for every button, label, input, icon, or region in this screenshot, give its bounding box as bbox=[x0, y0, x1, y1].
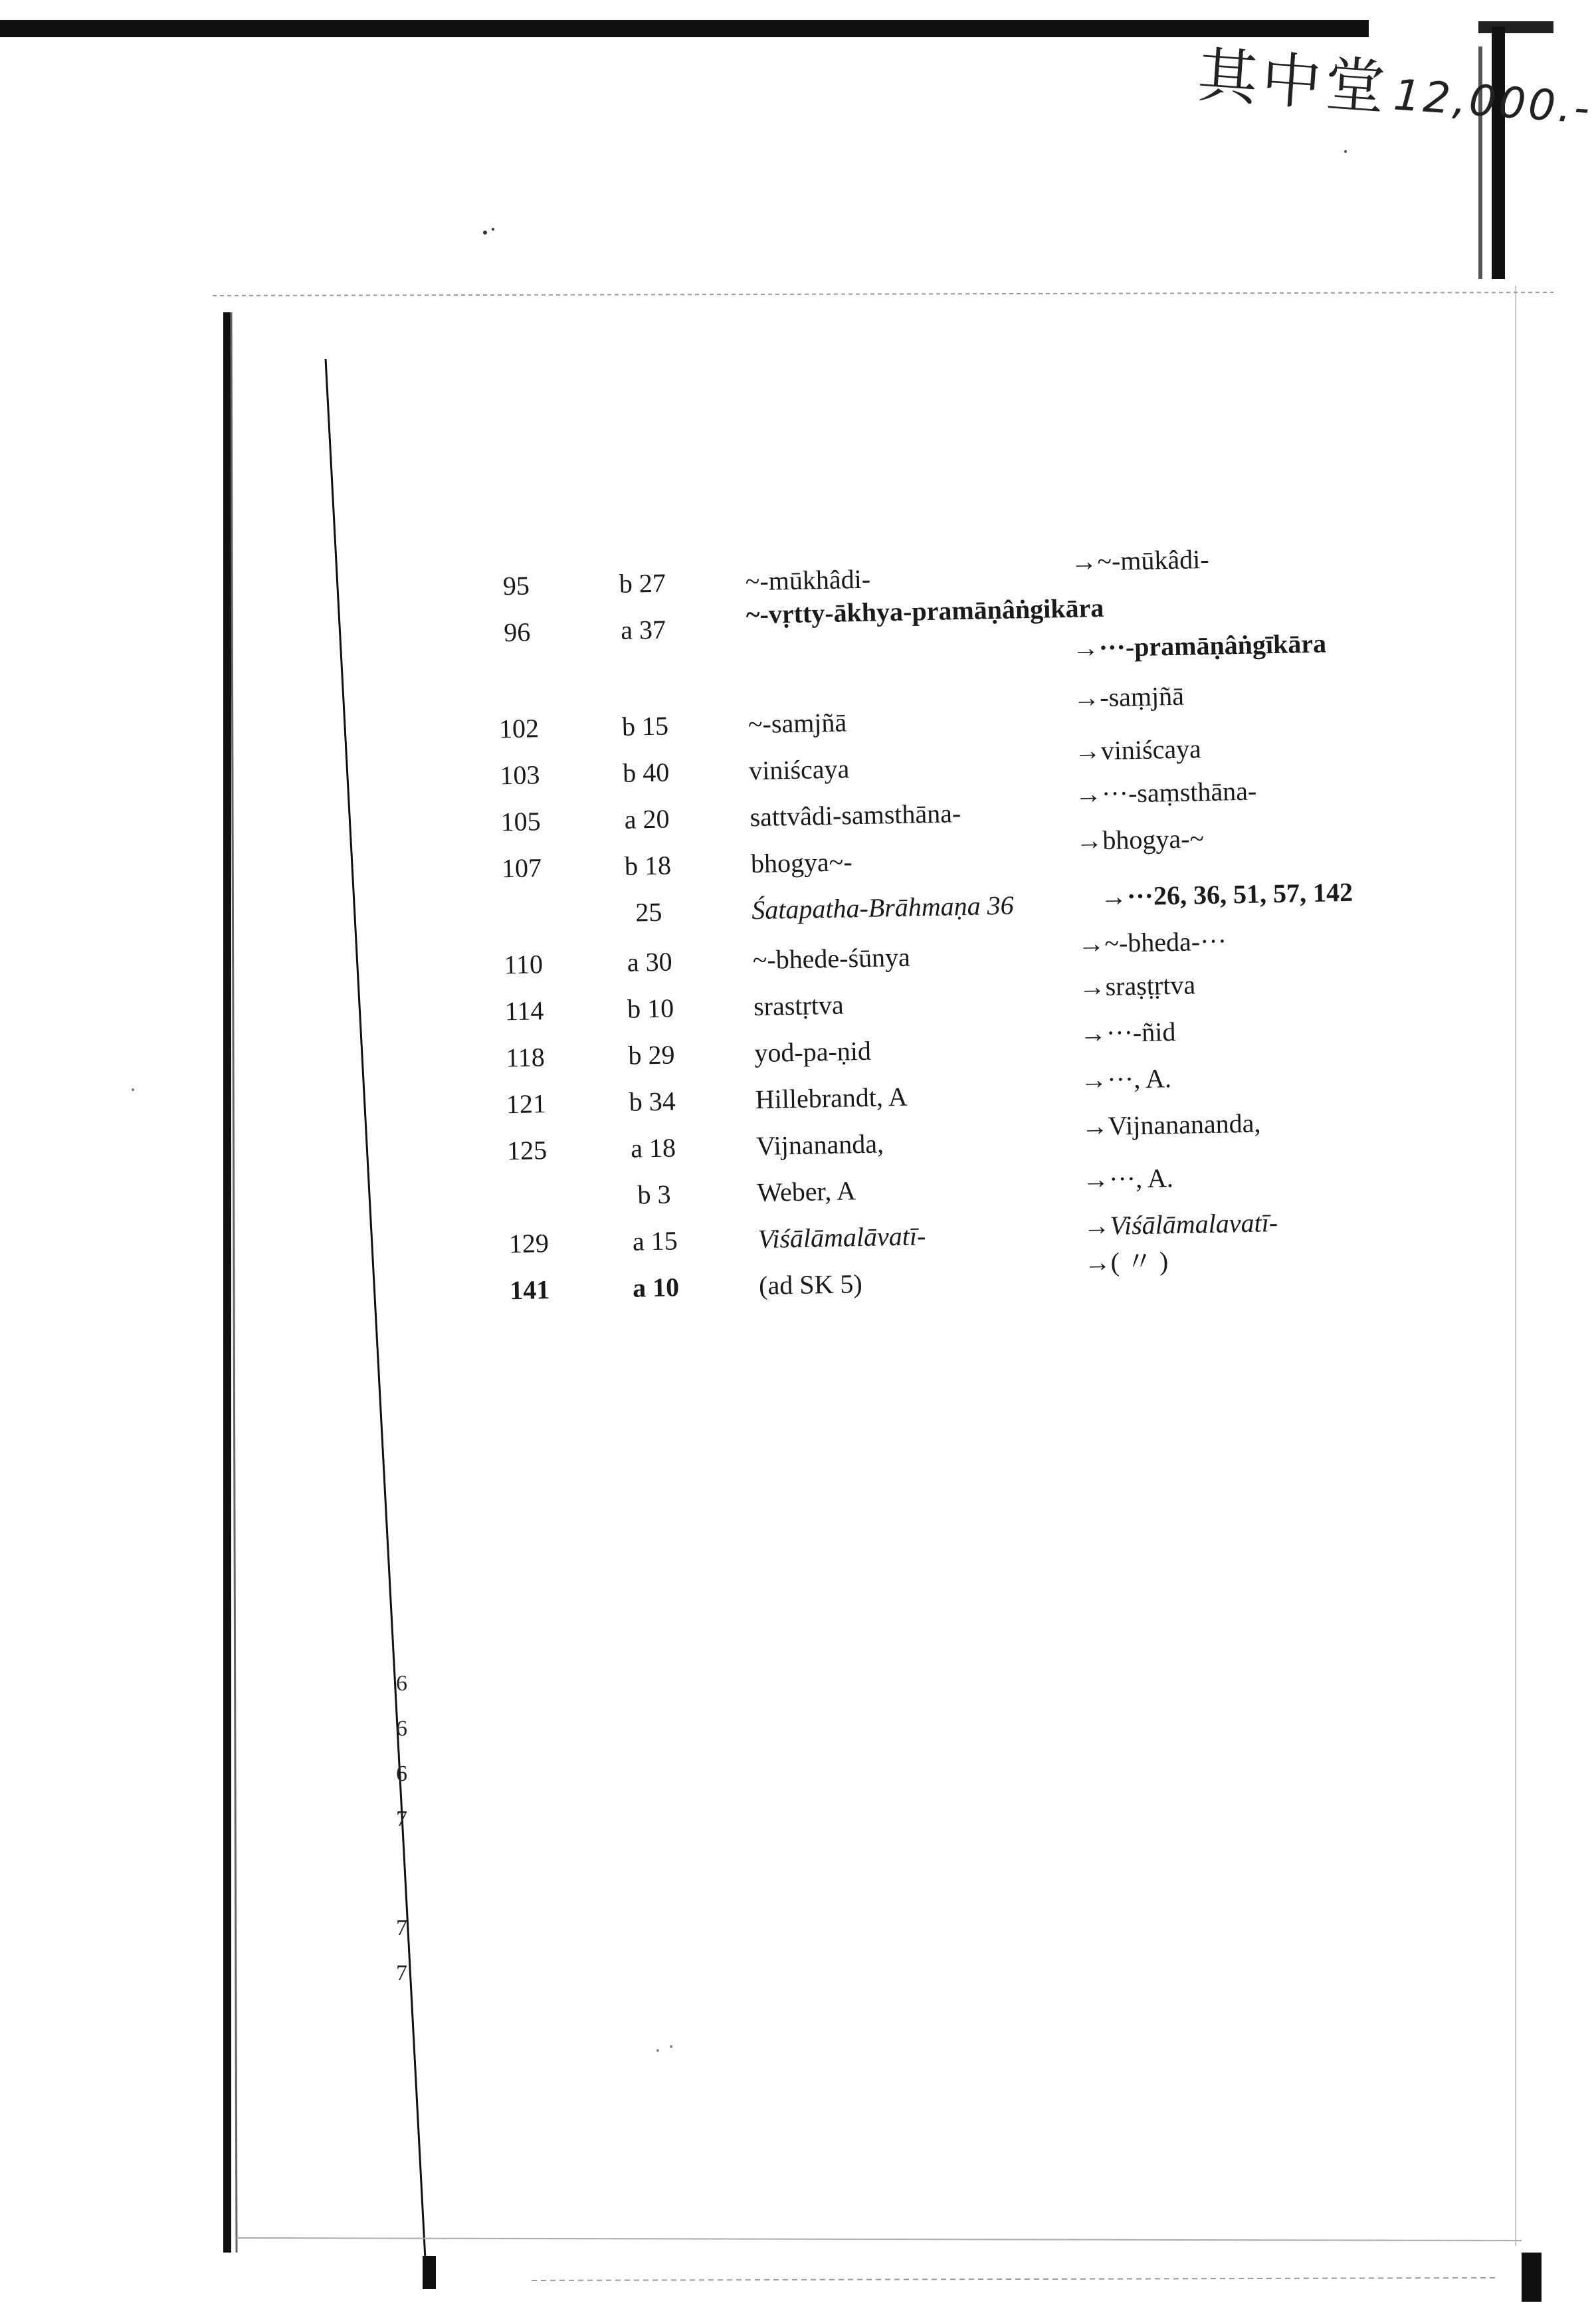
erroneous-text: ~-vṛtty-ākhya-pramāṇâṅgikāra bbox=[746, 592, 1104, 630]
corrected-text: →···-pramāṇâṅgīkāra bbox=[1072, 628, 1327, 663]
corrected-text: →bhogya-~ bbox=[1075, 823, 1205, 856]
erroneous-text: (ad SK 5) bbox=[758, 1268, 863, 1301]
page-number: 125 bbox=[506, 1135, 548, 1166]
line-ref: a 10 bbox=[632, 1272, 680, 1303]
line-ref: a 18 bbox=[630, 1132, 676, 1163]
bleed-digit: 6 bbox=[396, 1671, 407, 1696]
line-ref: a 20 bbox=[624, 803, 670, 835]
page-number: 103 bbox=[499, 759, 540, 791]
bleed-through-column bbox=[396, 1661, 407, 1996]
corrected-text: →Vijnanananda, bbox=[1081, 1108, 1261, 1142]
page-number: 105 bbox=[500, 806, 542, 837]
line-ref: b 34 bbox=[629, 1086, 676, 1117]
corrected-text: →( 〃 ) bbox=[1084, 1246, 1169, 1278]
corrected-text: →···-saṃsthāna- bbox=[1074, 775, 1257, 809]
corrected-text: →sraṣṭṛtva bbox=[1078, 969, 1196, 1002]
corrected-text: →···-ñid bbox=[1079, 1016, 1176, 1049]
page-number: 121 bbox=[506, 1088, 547, 1120]
line-ref: b 3 bbox=[637, 1179, 671, 1210]
handwritten-price: 12,000.- bbox=[1391, 70, 1594, 134]
page-number: 96 bbox=[503, 617, 531, 648]
erroneous-text: viniścaya bbox=[748, 754, 850, 786]
corrected-text: →···26, 36, 51, 57, 142 bbox=[1100, 876, 1353, 912]
erroneous-text: Weber, A bbox=[757, 1175, 856, 1208]
page-number: 110 bbox=[504, 949, 544, 980]
corrected-text: →viniścaya bbox=[1074, 734, 1202, 766]
erroneous-text: bhogya~- bbox=[750, 847, 853, 879]
page-number: 107 bbox=[501, 853, 542, 884]
bleed-digit: 7 bbox=[396, 1807, 407, 1831]
erroneous-text: Śatapatha-Brāhmaṇa 36 bbox=[751, 890, 1015, 926]
corrected-text: →~-mūkâdi- bbox=[1070, 544, 1209, 577]
line-ref: a 15 bbox=[632, 1225, 678, 1257]
erroneous-text: ~-mūkhâdi- bbox=[745, 563, 871, 597]
erroneous-text: ~-samjñā bbox=[748, 707, 847, 740]
handwritten-mark: 其中堂 bbox=[1195, 40, 1391, 124]
corrected-text: →Viśālāmalavatī- bbox=[1083, 1207, 1278, 1241]
erroneous-text: Viśālāmalāvatī- bbox=[757, 1221, 926, 1255]
bleed-digit: 7 bbox=[396, 1916, 407, 1940]
line-ref: a 30 bbox=[627, 946, 673, 977]
page-number: 102 bbox=[498, 713, 540, 744]
line-ref: b 40 bbox=[622, 757, 670, 788]
corrected-text: →···, A. bbox=[1082, 1163, 1174, 1195]
erroneous-text: yod-pa-ṇid bbox=[753, 1035, 872, 1068]
bleed-digit: 7 bbox=[396, 1961, 407, 1985]
erroneous-text: ~-bhede-śūnya bbox=[752, 942, 911, 975]
bleed-digit: 6 bbox=[396, 1762, 407, 1786]
line-ref: b 10 bbox=[627, 993, 674, 1024]
line-ref: b 18 bbox=[624, 850, 672, 881]
erroneous-text: sattvâdi-samsthāna- bbox=[749, 798, 961, 833]
page-number: 141 bbox=[509, 1274, 550, 1306]
line-ref: b 15 bbox=[621, 710, 669, 742]
erroneous-text: srastṛtva bbox=[753, 989, 844, 1022]
corrected-text: →~-bheda-··· bbox=[1077, 926, 1227, 959]
page-number: 95 bbox=[502, 570, 530, 601]
erroneous-text: Vijnananda, bbox=[755, 1128, 884, 1161]
corrected-text: →-saṃjñā bbox=[1072, 680, 1185, 713]
page-number: 118 bbox=[505, 1042, 546, 1073]
line-ref: b 27 bbox=[619, 567, 666, 599]
line-ref: b 29 bbox=[628, 1039, 675, 1070]
page-number: 129 bbox=[508, 1228, 549, 1259]
corrected-text: →···, A. bbox=[1080, 1063, 1172, 1095]
line-ref: a 37 bbox=[620, 614, 666, 645]
erroneous-text: Hillebrandt, A bbox=[755, 1081, 908, 1115]
line-ref: 25 bbox=[635, 896, 662, 928]
page-number: 114 bbox=[504, 995, 544, 1027]
bleed-digit: 6 bbox=[396, 1716, 407, 1741]
